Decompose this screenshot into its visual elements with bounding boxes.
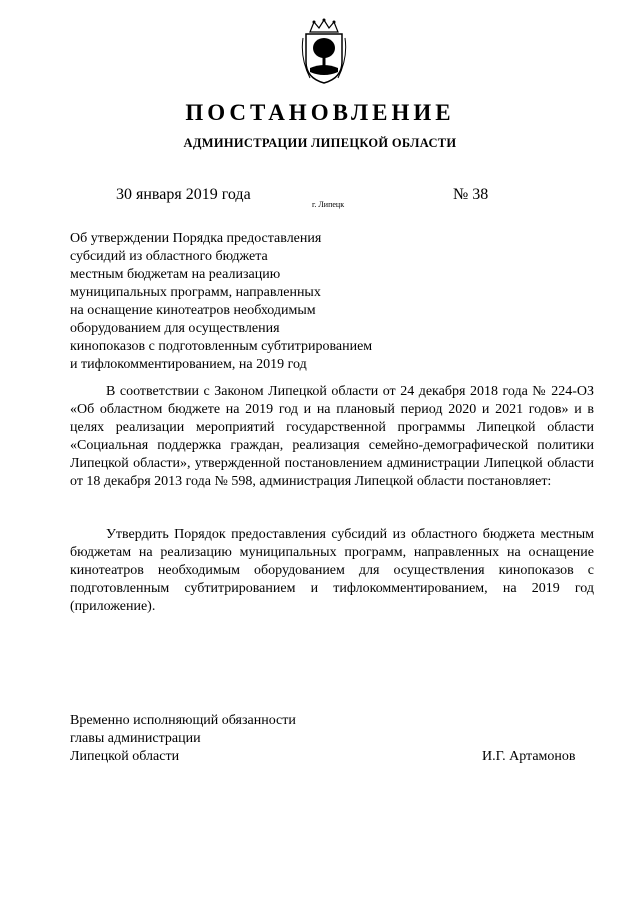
subject-line: кинопоказов с подготовленным субтитрированием: [70, 339, 373, 354]
document-title: ПОСТАНОВЛЕНИЕ: [185, 100, 455, 125]
subject-line: местным бюджетам на реализацию: [70, 267, 281, 282]
document-subject: [70, 230, 430, 374]
coat-of-arms-icon: [300, 18, 348, 84]
subject-line: муниципальных программ, направленных: [70, 285, 321, 300]
subject-line: Об утверждении Порядка предоставления: [70, 231, 322, 246]
signatory-position: [70, 712, 296, 766]
subject-line: на оснащение кинотеатров необходимым: [70, 303, 316, 318]
signatory-name: И.Г. Артамонов: [482, 749, 576, 764]
document-date: 30 января 2019 года: [116, 186, 251, 203]
document-number: № 38: [453, 186, 489, 203]
document-issuer: АДМИНИСТРАЦИИ ЛИПЕЦКОЙ ОБЛАСТИ: [183, 136, 457, 150]
body-paragraph-preamble: В соответствии с Законом Липецкой области от 24 декабря 2018 года № 224-ОЗ «Об областном бюджете на 2019 год и на плановый период 2020 и 2021 годов» и в целях реализации мероприятий государственной программы Липецкой области «Социальная поддержка граждан, реализация семейно-демографической политики Липецкой области», утвержденной постановлением администрации Липецкой области от 18 декабря 2013 года № 598, администрация Липецкой области постановляет:: [70, 384, 594, 489]
signatory-position-line: Временно исполняющий обязанности: [70, 713, 296, 728]
signatory-position-line: главы администрации: [70, 731, 201, 746]
subject-line: и тифлокомментированием, на 2019 год: [70, 357, 307, 372]
subject-line: субсидий из областного бюджета: [70, 249, 268, 264]
subject-line: оборудованием для осуществления: [70, 321, 280, 336]
signatory-position-line: Липецкой области: [70, 749, 180, 764]
body-paragraph-resolution: Утвердить Порядок предоставления субсидий из областного бюджета местным бюджетам на реализацию муниципальных программ, направленных на оснащение кинотеатров необходимым оборудованием для осуществления кинопоказов с подготовленным субтитрированием и тифлокомментированием, на 2019 год (приложение).: [70, 527, 594, 614]
document-city: г. Липецк: [312, 200, 345, 209]
